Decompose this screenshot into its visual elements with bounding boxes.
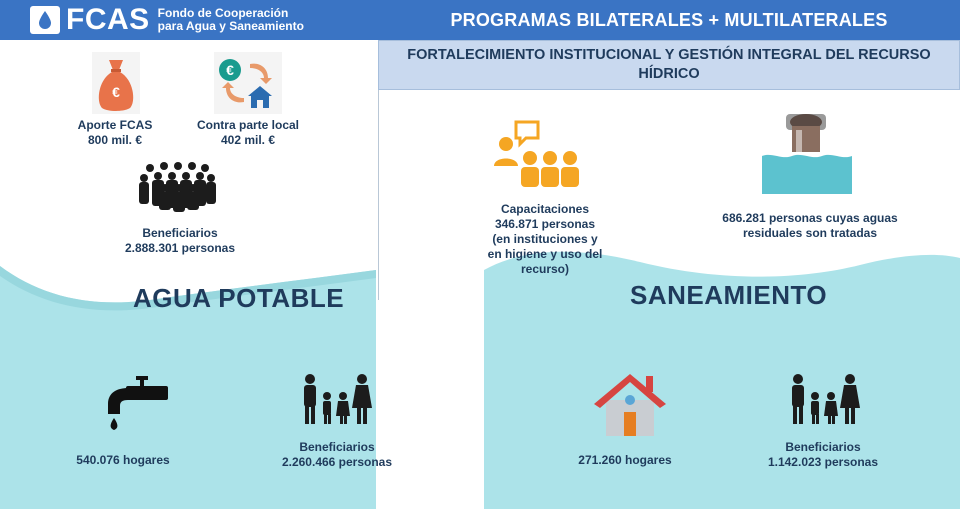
agua-beneficiaries-stat bbox=[262, 440, 412, 470]
subtitle-text bbox=[389, 46, 949, 84]
house-icon bbox=[592, 370, 668, 438]
saneamiento-title: SANEAMIENTO bbox=[630, 280, 828, 310]
wastewater-line2: residuales son tratadas bbox=[742, 226, 878, 240]
trainings-stat bbox=[480, 202, 610, 277]
family-icon bbox=[296, 374, 376, 426]
agua-households-value: 540.076 hogares bbox=[76, 453, 170, 467]
agua-potable-title: AGUA POTABLE bbox=[133, 283, 345, 313]
logo-full-name bbox=[158, 7, 338, 33]
agua-households-stat bbox=[68, 453, 178, 468]
money-bag-icon bbox=[92, 52, 140, 114]
exchange-icon bbox=[214, 52, 282, 114]
svg-text:€: € bbox=[112, 84, 120, 100]
subtitle-band bbox=[378, 40, 960, 90]
trainings-line5: recurso) bbox=[520, 262, 570, 276]
water-drop-icon bbox=[30, 6, 60, 34]
fcas-contribution-label: Aporte FCAS bbox=[77, 118, 153, 132]
wastewater-line1: 686.281 personas cuyas aguas bbox=[722, 211, 898, 225]
local-counterpart-label: Contra parte local bbox=[196, 118, 300, 132]
saneamiento-households-stat bbox=[570, 453, 680, 468]
saneamiento-households-value: 271.260 hogares bbox=[578, 453, 672, 467]
header-bar bbox=[0, 0, 960, 40]
total-beneficiaries-label: Beneficiarios bbox=[142, 226, 218, 240]
training-icon bbox=[494, 120, 586, 190]
logo-name-line2: para Agua y Saneamiento bbox=[157, 19, 304, 33]
saneamiento-beneficiaries-stat bbox=[748, 440, 898, 470]
saneamiento-beneficiaries-label: Beneficiarios bbox=[785, 440, 861, 454]
total-beneficiaries-value: 2.888.301 personas bbox=[124, 241, 236, 255]
trainings-line3: (en instituciones y bbox=[492, 232, 598, 246]
section-divider bbox=[378, 90, 379, 300]
local-counterpart bbox=[188, 118, 308, 148]
tap-icon bbox=[104, 374, 170, 436]
page-title: PROGRAMAS BILATERALES + MULTILATERALES bbox=[450, 9, 888, 30]
trainings-line1: Capacitaciones bbox=[500, 202, 590, 216]
wastewater-icon bbox=[762, 108, 852, 194]
family-icon bbox=[784, 374, 864, 426]
total-beneficiaries bbox=[100, 226, 260, 256]
subtitle-line1: FORTALECIMIENTO INSTITUCIONAL Y GESTIÓN INTEGRAL DEL RECURSO bbox=[407, 47, 931, 63]
subtitle-line2: HÍDRICO bbox=[638, 66, 700, 82]
logo-name-line1: Fondo de Cooperación bbox=[157, 6, 289, 20]
svg-text:€: € bbox=[226, 62, 234, 78]
saneamiento-beneficiaries-value: 1.142.023 personas bbox=[767, 455, 879, 469]
crowd-icon bbox=[138, 160, 216, 212]
trainings-line4: en higiene y uso del bbox=[487, 247, 603, 261]
agua-beneficiaries-label: Beneficiarios bbox=[299, 440, 375, 454]
agua-beneficiaries-value: 2.260.466 personas bbox=[281, 455, 393, 469]
fcas-logo[interactable] bbox=[30, 4, 338, 36]
trainings-line2: 346.871 personas bbox=[494, 217, 596, 231]
local-counterpart-value: 402 mil. € bbox=[220, 133, 276, 147]
fcas-contribution-value: 800 mil. € bbox=[87, 133, 143, 147]
logo-abbreviation: FCAS bbox=[66, 3, 150, 36]
fcas-contribution bbox=[60, 118, 170, 148]
wastewater-stat bbox=[712, 211, 908, 241]
